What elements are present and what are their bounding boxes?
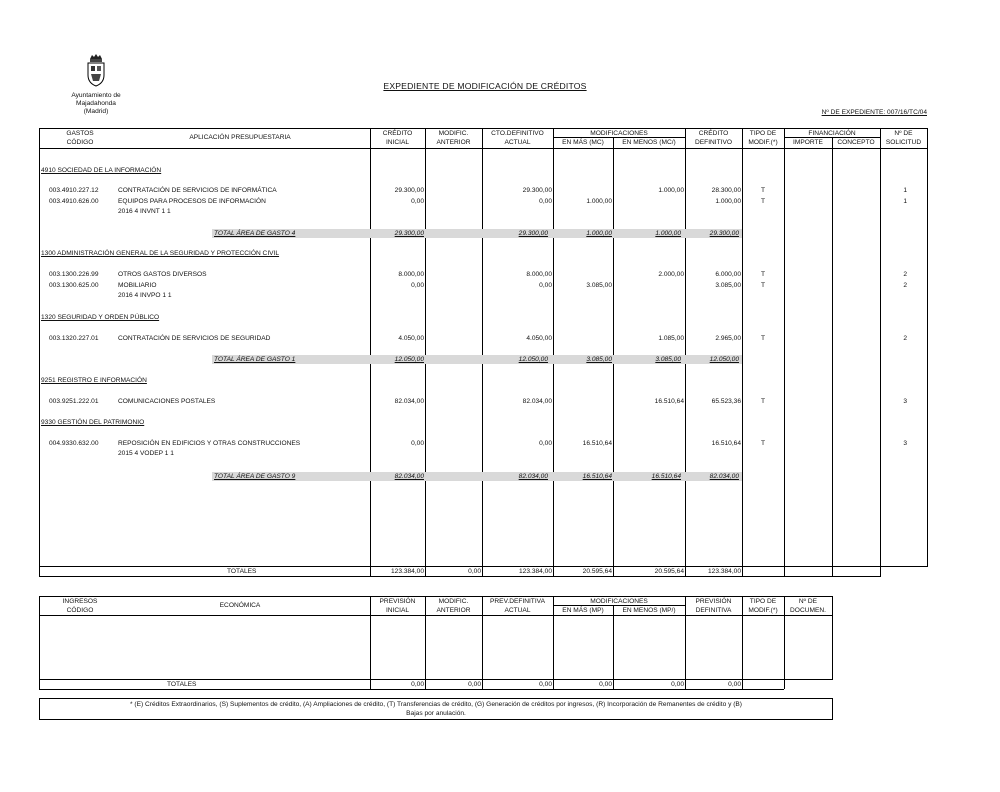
header-modific-1: MODIFIC. <box>438 130 469 137</box>
row-credito-inicial: 0,00 <box>411 198 424 205</box>
row-en-menos: 1.085,00 <box>658 335 684 342</box>
row-solicitud: 1 <box>903 187 907 194</box>
header-codigo: CÓDIGO <box>66 139 94 146</box>
totals-anterior: 0,00 <box>468 681 481 688</box>
section-title: 1300 ADMINISTRACIÓN GENERAL DE LA SEGURIDAD Y PROTECCIÓN CIVIL <box>41 250 280 257</box>
header-importe: IMPORTE <box>793 139 823 146</box>
area-total-label: TOTAL ÁREA DE GASTO 4 <box>214 230 296 237</box>
row-tipo: T <box>760 271 766 278</box>
row-solicitud: 3 <box>903 440 907 447</box>
header-tipo-2: MODIF.(*) <box>748 607 778 614</box>
row-code: 003.4910.227.12 <box>49 187 99 194</box>
row-credito-def: 1.000,00 <box>715 198 741 205</box>
totals-definitiva: 0,00 <box>728 681 741 688</box>
header-cto-def-1: CTO.DEFINITIVO <box>491 130 544 137</box>
row-description: COMUNICACIONES POSTALES <box>118 398 216 405</box>
area-total-label: TOTAL ÁREA DE GASTO 1 <box>214 356 296 363</box>
row-en-mas: 3.085,00 <box>586 282 612 289</box>
row-description: EQUIPOS PARA PROCESOS DE INFORMACIÓN <box>118 198 266 205</box>
row-cto-actual: 0,00 <box>539 198 552 205</box>
header-cto-def-2: ACTUAL <box>504 139 531 146</box>
expediente-number: Nº DE EXPEDIENTE: 007/16/TC/04 <box>821 109 927 116</box>
row-credito-inicial: 8.000,00 <box>398 271 424 278</box>
area-total-actual: 82.034,00 <box>518 473 548 480</box>
row-description: CONTRATACIÓN DE SERVICIOS DE INFORMÁTICA <box>118 187 277 194</box>
totals-anterior: 0,00 <box>468 568 481 575</box>
area-total-definitivo: 82.034,00 <box>709 473 739 480</box>
row-cto-actual: 0,00 <box>539 440 552 447</box>
area-total-actual: 29.300,00 <box>518 230 548 237</box>
header-en-menos: EN MENOS (MC/) <box>622 139 676 146</box>
row-cto-actual: 29.300,00 <box>522 187 552 194</box>
area-total-mas: 16.510,64 <box>582 473 612 480</box>
totals-mas: 0,00 <box>599 681 612 688</box>
area-total-inicial: 29.300,00 <box>394 230 424 237</box>
header-en-mas: EN MÁS (MP) <box>562 607 604 614</box>
totals-mas: 20.595,64 <box>582 568 612 575</box>
header-credito-def-1: CRÉDITO <box>698 130 729 137</box>
row-tipo: T <box>760 440 766 447</box>
row-description: CONTRATACIÓN DE SERVICIOS DE SEGURIDAD <box>118 335 271 342</box>
header-concepto: CONCEPTO <box>837 139 875 146</box>
row-code: 003.4910.626.00 <box>49 198 99 205</box>
org-name-line1: Ayuntamiento de <box>71 92 121 99</box>
header-modific-2: ANTERIOR <box>436 139 471 146</box>
footnote-line2: Bajas por anulación. <box>406 710 466 717</box>
row-solicitud: 2 <box>903 271 907 278</box>
totals-label: TOTALES <box>227 568 257 575</box>
header-tipo-1: TIPO DE <box>749 130 777 137</box>
header-prev-def-2: ACTUAL <box>504 607 531 614</box>
row-subcode: 2016 4 INVNT 1 1 <box>118 208 171 215</box>
header-modific-2: ANTERIOR <box>436 607 471 614</box>
row-en-menos: 16.510,64 <box>654 398 684 405</box>
totals-actual: 0,00 <box>539 681 552 688</box>
row-credito-inicial: 29.300,00 <box>394 187 424 194</box>
org-name-line2: Majadahonda <box>76 100 116 107</box>
section-title: 4910 SOCIEDAD DE LA INFORMACIÓN <box>41 167 162 174</box>
row-en-mas: 16.510,64 <box>582 440 612 447</box>
area-total-actual: 12.050,00 <box>518 356 548 363</box>
header-modificaciones: MODIFICACIONES <box>590 598 648 605</box>
row-en-menos: 2.000,00 <box>658 271 684 278</box>
totals-menos: 20.595,64 <box>654 568 684 575</box>
area-total-inicial: 82.034,00 <box>394 473 424 480</box>
header-credito-inicial-2: INICIAL <box>385 139 410 146</box>
header-documento-2: DOCUMEN. <box>790 607 826 614</box>
row-tipo: T <box>760 187 766 194</box>
row-credito-def: 2.965,00 <box>715 335 741 342</box>
totals-definitivo: 123.384,00 <box>707 568 741 575</box>
header-gastos: GASTOS <box>66 130 94 137</box>
row-solicitud: 2 <box>903 282 907 289</box>
row-credito-inicial: 0,00 <box>411 282 424 289</box>
totals-menos: 0,00 <box>671 681 684 688</box>
totals-inicial: 0,00 <box>411 681 424 688</box>
row-solicitud: 1 <box>903 198 907 205</box>
row-credito-inicial: 0,00 <box>411 440 424 447</box>
row-en-mas: 1.000,00 <box>586 198 612 205</box>
header-prevision-def-2: DEFINITIVA <box>695 607 732 614</box>
row-credito-inicial: 82.034,00 <box>394 398 424 405</box>
row-credito-def: 16.510,64 <box>711 440 741 447</box>
coat-of-arms-logo <box>86 53 106 87</box>
header-prevision-inicial-2: INICIAL <box>385 607 410 614</box>
section-title: 9251 REGISTRO E INFORMACIÓN <box>41 377 147 384</box>
header-en-mas: EN MÁS (MC) <box>562 139 604 146</box>
row-subcode: 2015 4 VODEP 1 1 <box>118 450 174 457</box>
area-total-definitivo: 12.050,00 <box>709 356 739 363</box>
header-economica: ECONÓMICA <box>219 602 261 609</box>
row-code: 003.1300.625.00 <box>49 282 99 289</box>
header-aplicacion: APLICACIÓN PRESUPUESTARIA <box>189 134 291 141</box>
header-prev-def-1: PREV.DEFINITIVA <box>490 598 545 605</box>
row-credito-def: 65.523,36 <box>711 398 741 405</box>
row-cto-actual: 0,00 <box>539 282 552 289</box>
header-ingresos: INGRESOS <box>62 598 98 605</box>
header-tipo-2: MODIF.(*) <box>748 139 778 146</box>
totals-inicial: 123.384,00 <box>390 568 424 575</box>
row-tipo: T <box>760 398 766 405</box>
area-total-definitivo: 29.300,00 <box>709 230 739 237</box>
row-description: OTROS GASTOS DIVERSOS <box>118 271 207 278</box>
header-solicitud-2: SOLICITUD <box>885 139 922 146</box>
area-total-menos: 1.000,00 <box>655 230 681 237</box>
row-tipo: T <box>760 282 766 289</box>
row-credito-inicial: 4.050,00 <box>398 335 424 342</box>
totals-actual: 123.384,00 <box>518 568 552 575</box>
header-tipo-1: TIPO DE <box>749 598 777 605</box>
header-en-menos: EN MENOS (MP/) <box>622 607 676 614</box>
row-description: MOBILIARIO <box>118 282 157 289</box>
footnote-line1: * (E) Créditos Extraordinarios, (S) Suplementos de crédito, (A) Ampliaciones de crédito, (T) Transferencias de crédito, (G) Generación de créditos por ingresos, (R) Incorporación de Remanentes de crédito y (B) <box>129 701 743 708</box>
row-solicitud: 3 <box>903 398 907 405</box>
area-total-mas: 1.000,00 <box>586 230 612 237</box>
area-total-label: TOTAL ÁREA DE GASTO 9 <box>214 473 296 480</box>
header-prevision-inicial-1: PREVISIÓN <box>379 598 416 605</box>
row-solicitud: 2 <box>903 335 907 342</box>
row-tipo: T <box>760 335 766 342</box>
header-credito-inicial-1: CRÉDITO <box>382 130 413 137</box>
header-codigo: CÓDIGO <box>66 607 94 614</box>
row-cto-actual: 8.000,00 <box>526 271 552 278</box>
section-title: 1320 SEGURIDAD Y ORDEN PÚBLICO <box>41 314 160 321</box>
totals-label: TOTALES <box>167 681 197 688</box>
row-description: REPOSICIÓN EN EDIFICIOS Y OTRAS CONSTRUCCIONES <box>118 440 301 447</box>
row-en-menos: 1.000,00 <box>658 187 684 194</box>
row-tipo: T <box>760 198 766 205</box>
header-prevision-def-1: PREVISIÓN <box>695 598 732 605</box>
row-code: 004.9330.632.00 <box>49 440 99 447</box>
area-total-inicial: 12.050,00 <box>394 356 424 363</box>
area-total-menos: 3.085,00 <box>655 356 681 363</box>
row-credito-def: 28.300,00 <box>711 187 741 194</box>
header-financiacion: FINANCIACIÓN <box>808 130 856 137</box>
section-title: 9330 GESTIÓN DEL PATRIMONIO <box>41 419 145 426</box>
row-cto-actual: 4.050,00 <box>526 335 552 342</box>
header-credito-def-2: DEFINITIVO <box>695 139 732 146</box>
row-code: 003.1300.226.99 <box>49 271 99 278</box>
footnote-box <box>39 698 833 720</box>
page-title: EXPEDIENTE DE MODIFICACIÓN DE CRÉDITOS <box>383 81 587 91</box>
area-total-menos: 16.510,64 <box>651 473 681 480</box>
header-modific-1: MODIFIC. <box>438 598 469 605</box>
row-code: 003.1320.227.01 <box>49 335 99 342</box>
row-credito-def: 3.085,00 <box>715 282 741 289</box>
area-total-mas: 3.085,00 <box>586 356 612 363</box>
row-credito-def: 6.000,00 <box>715 271 741 278</box>
org-name-line3: (Madrid) <box>83 108 109 115</box>
header-solicitud-1: Nº DE <box>894 130 913 137</box>
row-code: 003.9251.222.01 <box>49 398 99 405</box>
header-documento-1: Nº DE <box>798 598 818 605</box>
row-cto-actual: 82.034,00 <box>522 398 552 405</box>
header-modificaciones: MODIFICACIONES <box>590 130 648 137</box>
row-subcode: 2016 4 INVPO 1 1 <box>118 292 172 299</box>
